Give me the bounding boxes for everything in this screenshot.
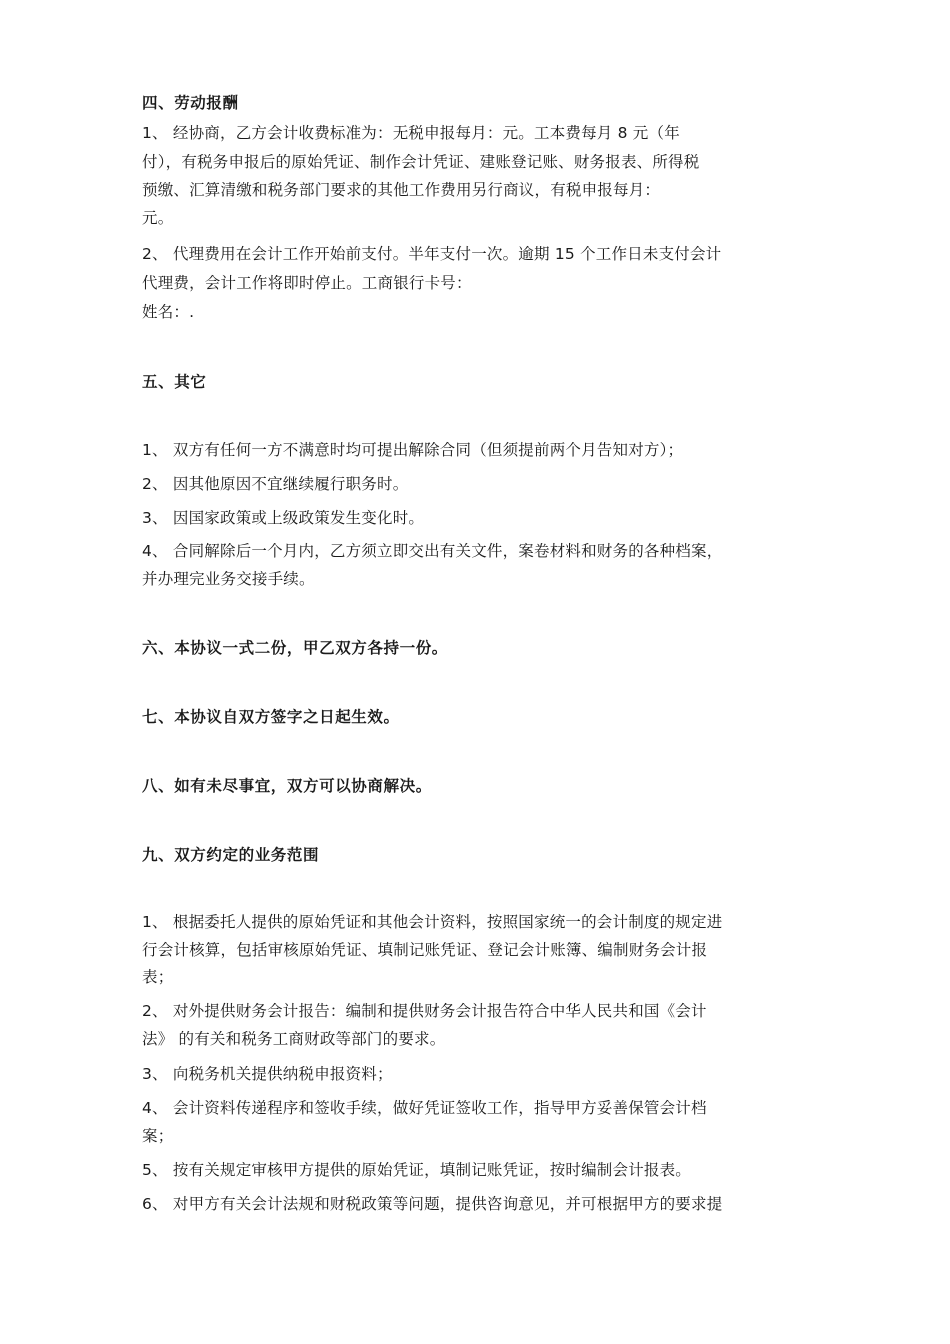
list-item: 表； xyxy=(142,968,174,986)
list-item: 6、 对甲方有关会计法规和财税政策等问题，提供咨询意见，并可根据甲方的要求提 xyxy=(142,1195,723,1213)
section-heading-effective: 七、本协议自双方签字之日起生效。 xyxy=(142,708,400,726)
list-item: 1、 双方有任何一方不满意时均可提出解除合同（但须提前两个月告知对方）； xyxy=(142,441,684,459)
list-item: 行会计核算，包括审核原始凭证、填制记账凭证、登记会计账簿、编制财务会计报 xyxy=(142,941,708,959)
list-item: 法》 的有关和税务工商财政等部门的要求。 xyxy=(142,1030,446,1048)
list-item: 1、 根据委托人提供的原始凭证和其他会计资料，按照国家统一的会计制度的规定进 xyxy=(142,913,723,931)
section-heading-other: 五、其它 xyxy=(142,373,207,391)
paragraph-line: 付），有税务申报后的原始凭证、制作会计凭证、建账登记账、财务报表、所得税 xyxy=(142,153,700,171)
paragraph-line: 预缴、汇算清缴和税务部门要求的其他工作费用另行商议，有税申报每月： xyxy=(142,181,661,199)
paragraph-line: 姓名：. xyxy=(142,303,195,321)
section-heading-business-scope: 九、双方约定的业务范围 xyxy=(142,846,320,864)
list-item: 并办理完业务交接手续。 xyxy=(142,570,315,588)
paragraph-line: 代理费，会计工作将即时停止。工商银行卡号： xyxy=(142,274,472,292)
list-item: 3、 向税务机关提供纳税申报资料； xyxy=(142,1065,393,1083)
list-item: 案； xyxy=(142,1127,174,1145)
section-heading-labor-pay: 四、劳动报酬 xyxy=(142,94,239,112)
list-item: 5、 按有关规定审核甲方提供的原始凭证，填制记账凭证，按时编制会计报表。 xyxy=(142,1161,691,1179)
list-item: 4、 合同解除后一个月内，乙方须立即交出有关文件，案卷材料和财务的各种档案， xyxy=(142,542,723,560)
list-item: 3、 因国家政策或上级政策发生变化时。 xyxy=(142,509,425,527)
section-heading-negotiation: 八、如有未尽事宜，双方可以协商解决。 xyxy=(142,777,432,795)
list-item: 2、 对外提供财务会计报告：编制和提供财务会计报告符合中华人民共和国《会计 xyxy=(142,1002,707,1020)
paragraph-line: 1、 经协商，乙方会计收费标准为：无税申报每月：元。工本费每月 8 元（年 xyxy=(142,124,680,142)
list-item: 4、 会计资料传递程序和签收手续，做好凭证签收工作，指导甲方妥善保管会计档 xyxy=(142,1099,707,1117)
list-item: 2、 因其他原因不宜继续履行职务时。 xyxy=(142,475,409,493)
paragraph-line: 2、 代理费用在会计工作开始前支付。半年支付一次。逾期 15 个工作日未支付会计 xyxy=(142,245,722,263)
paragraph-line: 元。 xyxy=(142,209,174,227)
section-heading-copies: 六、本协议一式二份，甲乙双方各持一份。 xyxy=(142,639,448,657)
